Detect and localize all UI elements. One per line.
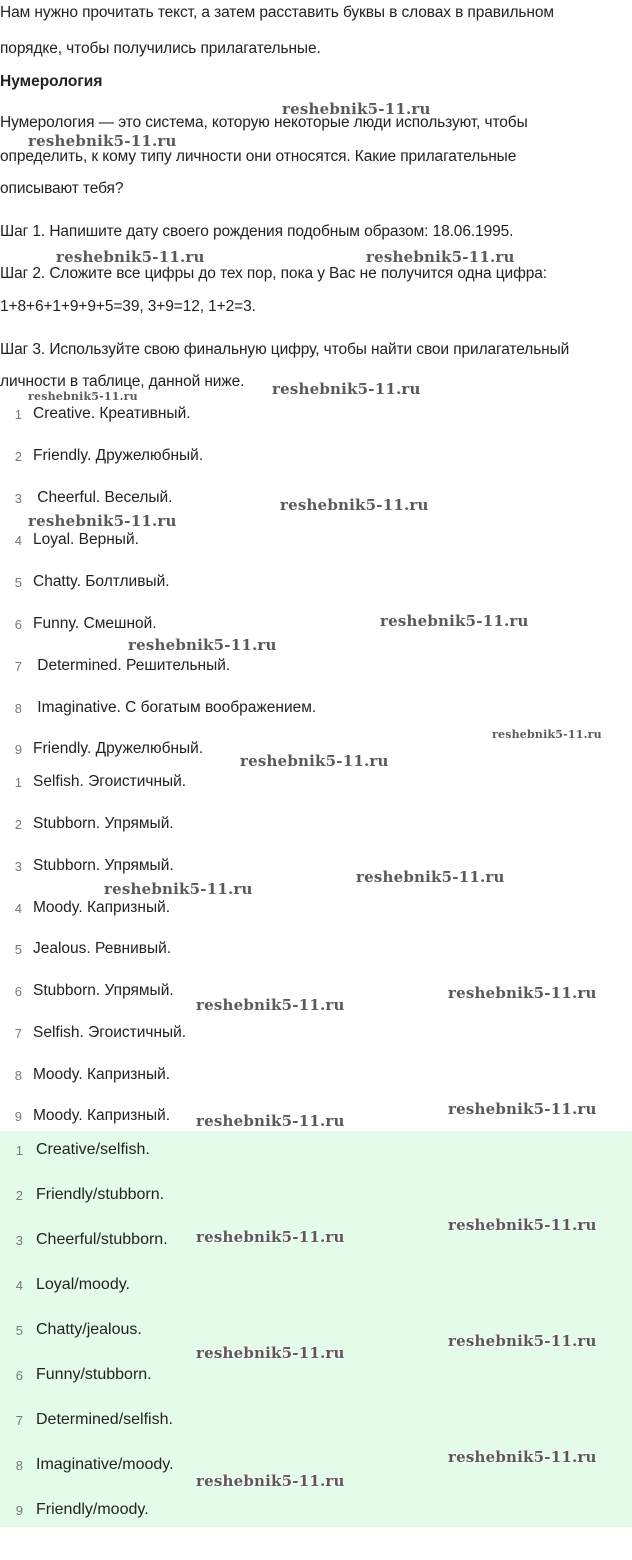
answer-number: 2 (15, 1188, 23, 1203)
watermark: reshebnik5-11.ru (448, 1448, 597, 1466)
watermark: reshebnik5-11.ru (356, 868, 505, 886)
answer-number: 7 (15, 1413, 23, 1428)
watermark: reshebnik5-11.ru (196, 1344, 345, 1362)
list-number: 7 (14, 1026, 22, 1041)
description-line-3: описывают тебя? (0, 180, 124, 197)
watermark: reshebnik5-11.ru (56, 248, 205, 266)
list-number: 2 (14, 449, 22, 464)
list-text: Determined. Решительный. (33, 657, 231, 674)
list-text: Moody. Капризный. (33, 899, 171, 916)
watermark: reshebnik5-11.ru (196, 1112, 345, 1130)
watermark: reshebnik5-11.ru (448, 1332, 597, 1350)
list-number: 4 (14, 901, 22, 916)
watermark: reshebnik5-11.ru (128, 636, 277, 654)
watermark: reshebnik5-11.ru (448, 984, 597, 1002)
list-number: 5 (14, 575, 22, 590)
list-text: Imaginative. С богатым воображением. (33, 699, 317, 716)
list-number: 9 (14, 742, 22, 757)
answers-block (0, 1131, 632, 1527)
watermark: reshebnik5-11.ru (28, 132, 177, 150)
step-3-line-2: личности в таблице, данной ниже. (0, 373, 245, 390)
page-title: Нумерология (0, 73, 103, 90)
description-line-2: определить, к кому типу личности они относятся. Какие прилагательные (0, 148, 517, 165)
intro-line-1: Нам нужно прочитать текст, а затем расставить буквы в словах в правильном (0, 4, 554, 21)
list-number: 8 (14, 1068, 22, 1083)
step-1: Шаг 1. Напишите дату своего рождения подобным образом: 18.06.1995. (0, 223, 514, 240)
watermark: reshebnik5-11.ru (448, 1216, 597, 1234)
list-number: 6 (14, 984, 22, 999)
answer-text: Determined/selfish. (36, 1411, 173, 1428)
answer-text: Funny/stubborn. (36, 1366, 152, 1383)
watermark: reshebnik5-11.ru (282, 100, 431, 118)
watermark: reshebnik5-11.ru (280, 496, 429, 514)
watermark: reshebnik5-11.ru (492, 728, 602, 741)
answer-number: 4 (15, 1278, 23, 1293)
list-number: 7 (14, 659, 22, 674)
step-3-line-1: Шаг 3. Используйте свою финальную цифру, чтобы найти свои прилагательный (0, 341, 570, 358)
list-text: Friendly. Дружелюбный. (33, 740, 204, 757)
watermark: reshebnik5-11.ru (28, 390, 138, 403)
list-number: 4 (14, 533, 22, 548)
list-text: Moody. Капризный. (33, 1107, 171, 1124)
answer-number: 5 (15, 1323, 23, 1338)
watermark: reshebnik5-11.ru (380, 612, 529, 630)
answer-text: Chatty/jealous. (36, 1321, 142, 1338)
answer-text: Friendly/moody. (36, 1501, 149, 1518)
watermark: reshebnik5-11.ru (272, 380, 421, 398)
list-number: 3 (14, 491, 22, 506)
intro-line-2: порядке, чтобы получились прилагательные. (0, 40, 321, 57)
watermark: reshebnik5-11.ru (196, 996, 345, 1014)
list-text: Jealous. Ревнивый. (33, 940, 172, 957)
list-number: 6 (14, 617, 22, 632)
watermark: reshebnik5-11.ru (28, 512, 177, 530)
watermark: reshebnik5-11.ru (448, 1100, 597, 1118)
list-text: Stubborn. Упрямый. (33, 857, 174, 874)
list-text: Moody. Капризный. (33, 1066, 171, 1083)
list-number: 1 (14, 775, 22, 790)
watermark: reshebnik5-11.ru (366, 248, 515, 266)
list-number: 5 (14, 942, 22, 957)
watermark: reshebnik5-11.ru (196, 1228, 345, 1246)
list-text: Funny. Смешной. (33, 615, 157, 632)
list-text: Creative. Креативный. (33, 405, 191, 422)
answer-text: Imaginative/moody. (36, 1456, 174, 1473)
list-number: 1 (14, 407, 22, 422)
list-text: Selfish. Эгоистичный. (33, 773, 187, 790)
answer-number: 8 (15, 1458, 23, 1473)
answer-text: Friendly/stubborn. (36, 1186, 165, 1203)
answer-text: Cheerful/stubborn. (36, 1231, 168, 1248)
answer-number: 9 (15, 1503, 23, 1518)
list-text: Friendly. Дружелюбный. (33, 447, 204, 464)
list-text: Stubborn. Упрямый. (33, 815, 174, 832)
answer-number: 3 (15, 1233, 23, 1248)
list-number: 2 (14, 817, 22, 832)
step-2-example: 1+8+6+1+9+9+5=39, 3+9=12, 1+2=3. (0, 298, 256, 315)
list-text: Chatty. Болтливый. (33, 573, 170, 590)
step-2: Шаг 2. Сложите все цифры до тех пор, пока у Вас не получится одна цифра: (0, 265, 547, 282)
list-text: Stubborn. Упрямый. (33, 982, 174, 999)
answer-text: Creative/selfish. (36, 1141, 150, 1158)
list-text: Loyal. Верный. (33, 531, 139, 548)
list-number: 9 (14, 1109, 22, 1124)
description-line-1: Нумерология — это система, которую некоторые люди используют, чтобы (0, 114, 528, 131)
answer-text: Loyal/moody. (36, 1276, 130, 1293)
watermark: reshebnik5-11.ru (196, 1472, 345, 1490)
list-text: Cheerful. Веселый. (33, 489, 173, 506)
list-text: Selfish. Эгоистичный. (33, 1024, 187, 1041)
watermark: reshebnik5-11.ru (240, 752, 389, 770)
answer-number: 1 (15, 1143, 23, 1158)
watermark: reshebnik5-11.ru (104, 880, 253, 898)
answer-number: 6 (15, 1368, 23, 1383)
list-number: 8 (14, 701, 22, 716)
list-number: 3 (14, 859, 22, 874)
